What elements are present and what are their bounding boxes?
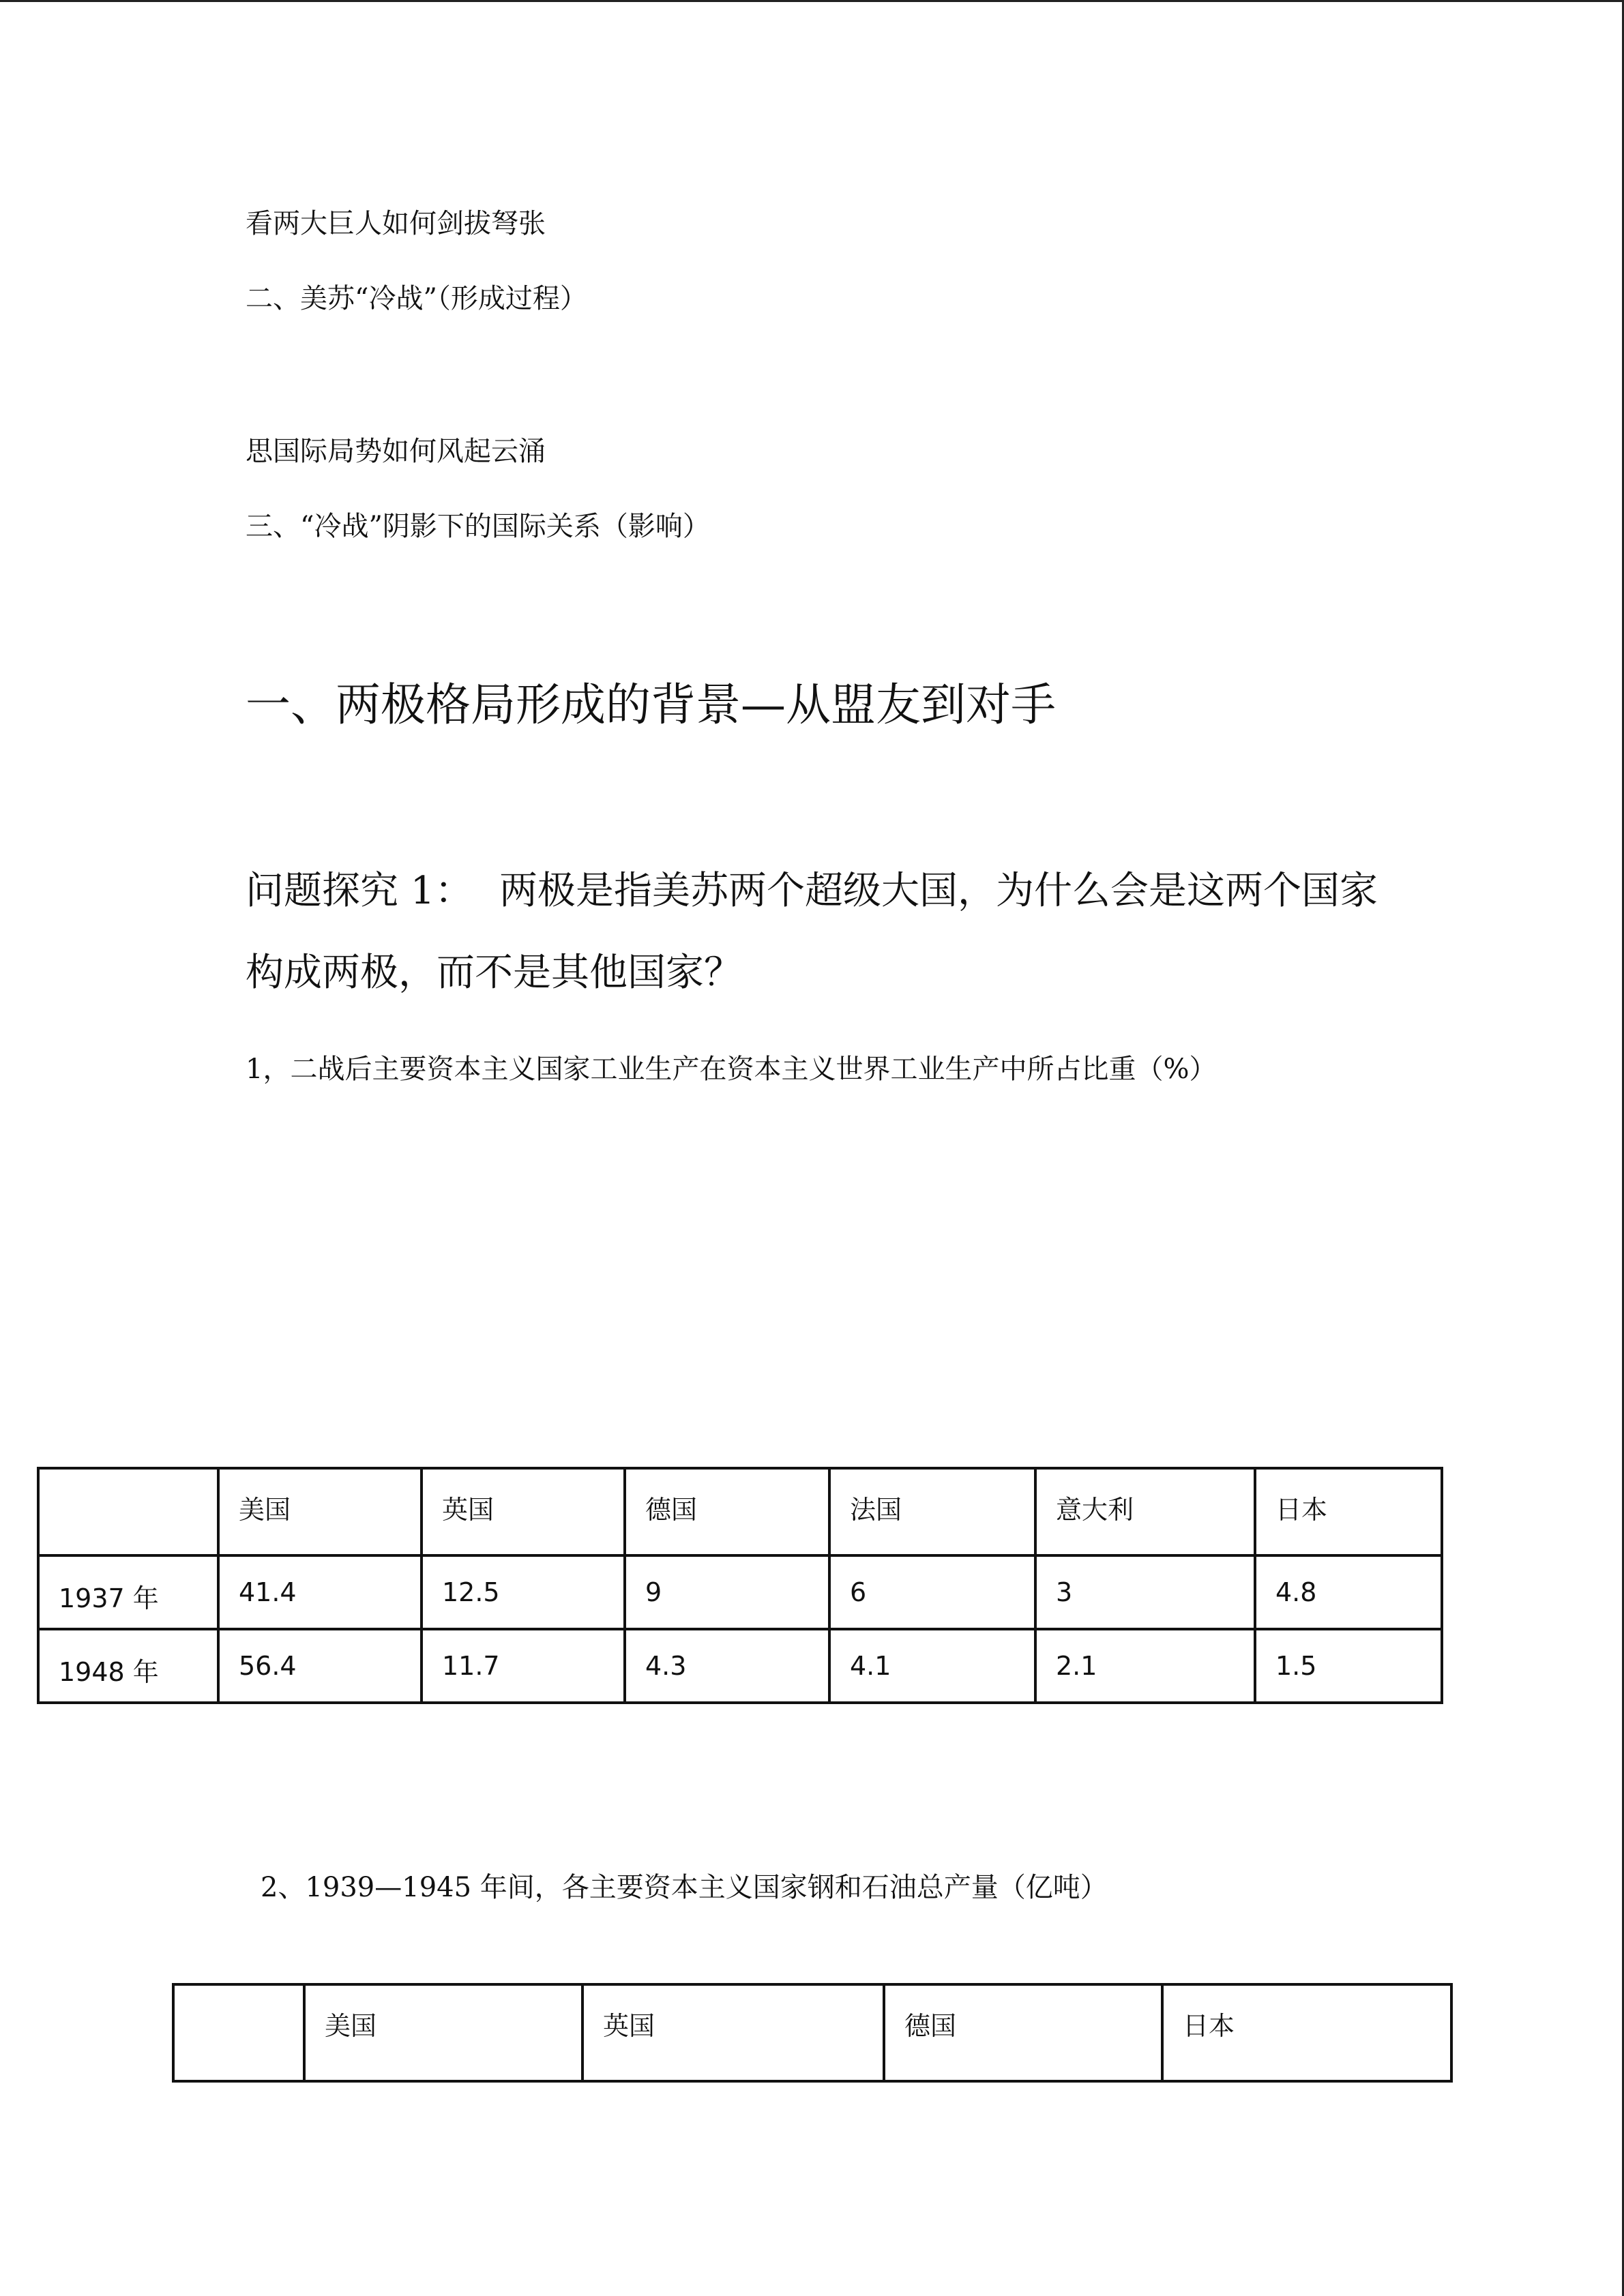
table-cell: 1948 年 <box>38 1629 218 1703</box>
table-header-row <box>173 1984 1451 2081</box>
table-cell: 3 <box>1035 1555 1255 1629</box>
table-cell: 56.4 <box>218 1629 422 1703</box>
table-header-cell: 意大利 <box>1035 1468 1255 1555</box>
section-two-title: 二、美苏“冷战”（形成过程） <box>246 283 587 314</box>
section-one-heading: 一、两极格局形成的背景—从盟友到对手 <box>246 679 1056 731</box>
table-header-cell <box>173 1984 304 2081</box>
table-cell: 6 <box>829 1555 1035 1629</box>
table-cell: 11.7 <box>422 1629 625 1703</box>
table-cell: 2.1 <box>1035 1629 1255 1703</box>
table-header-cell: 日本 <box>1162 1984 1451 2081</box>
table-cell: 4.3 <box>625 1629 829 1703</box>
table-cell: 41.4 <box>218 1555 422 1629</box>
table-header-cell <box>38 1468 218 1555</box>
page-border-top <box>0 0 1624 2</box>
table-header-cell: 日本 <box>1255 1468 1442 1555</box>
table-header-cell: 德国 <box>625 1468 829 1555</box>
table-header-cell: 美国 <box>218 1468 422 1555</box>
table-header-cell: 美国 <box>304 1984 582 2081</box>
table-header-row <box>38 1468 1442 1555</box>
steel-oil-table <box>172 1983 1453 2083</box>
industrial-share-table <box>37 1467 1443 1704</box>
table-cell: 4.8 <box>1255 1555 1442 1629</box>
question-text: 两极是指美苏两个超级大国，为什么会是这两个国家 <box>499 869 1378 913</box>
question-line-2: 构成两极，而不是其他国家？ <box>246 951 742 995</box>
table-cell: 1937 年 <box>38 1555 218 1629</box>
table-cell: 4.1 <box>829 1629 1035 1703</box>
table-header-cell: 英国 <box>582 1984 884 2081</box>
table-cell: 12.5 <box>422 1555 625 1629</box>
table-header-cell: 法国 <box>829 1468 1035 1555</box>
table-header-cell: 英国 <box>422 1468 625 1555</box>
question-label: 问题探究 1： <box>246 869 473 913</box>
table-header-cell: 德国 <box>884 1984 1162 2081</box>
question-line-1 <box>246 861 1378 915</box>
text-line-giants: 看两大巨人如何剑拔弩张 <box>246 208 546 239</box>
table-cell: 9 <box>625 1555 829 1629</box>
section-three-title: 三、“冷战”阴影下的国际关系（影响） <box>246 511 710 542</box>
table-row <box>38 1555 1442 1629</box>
table2-caption: 2、1939—1945 年间，各主要资本主义国家钢和石油总产量（亿吨） <box>261 1872 1108 1903</box>
text-line-situation: 思国际局势如何风起云涌 <box>246 436 546 467</box>
table1-caption: 1，二战后主要资本主义国家工业生产在资本主义世界工业生产中所占比重（%） <box>246 1054 1217 1085</box>
table-cell: 1.5 <box>1255 1629 1442 1703</box>
table-row <box>38 1629 1442 1703</box>
